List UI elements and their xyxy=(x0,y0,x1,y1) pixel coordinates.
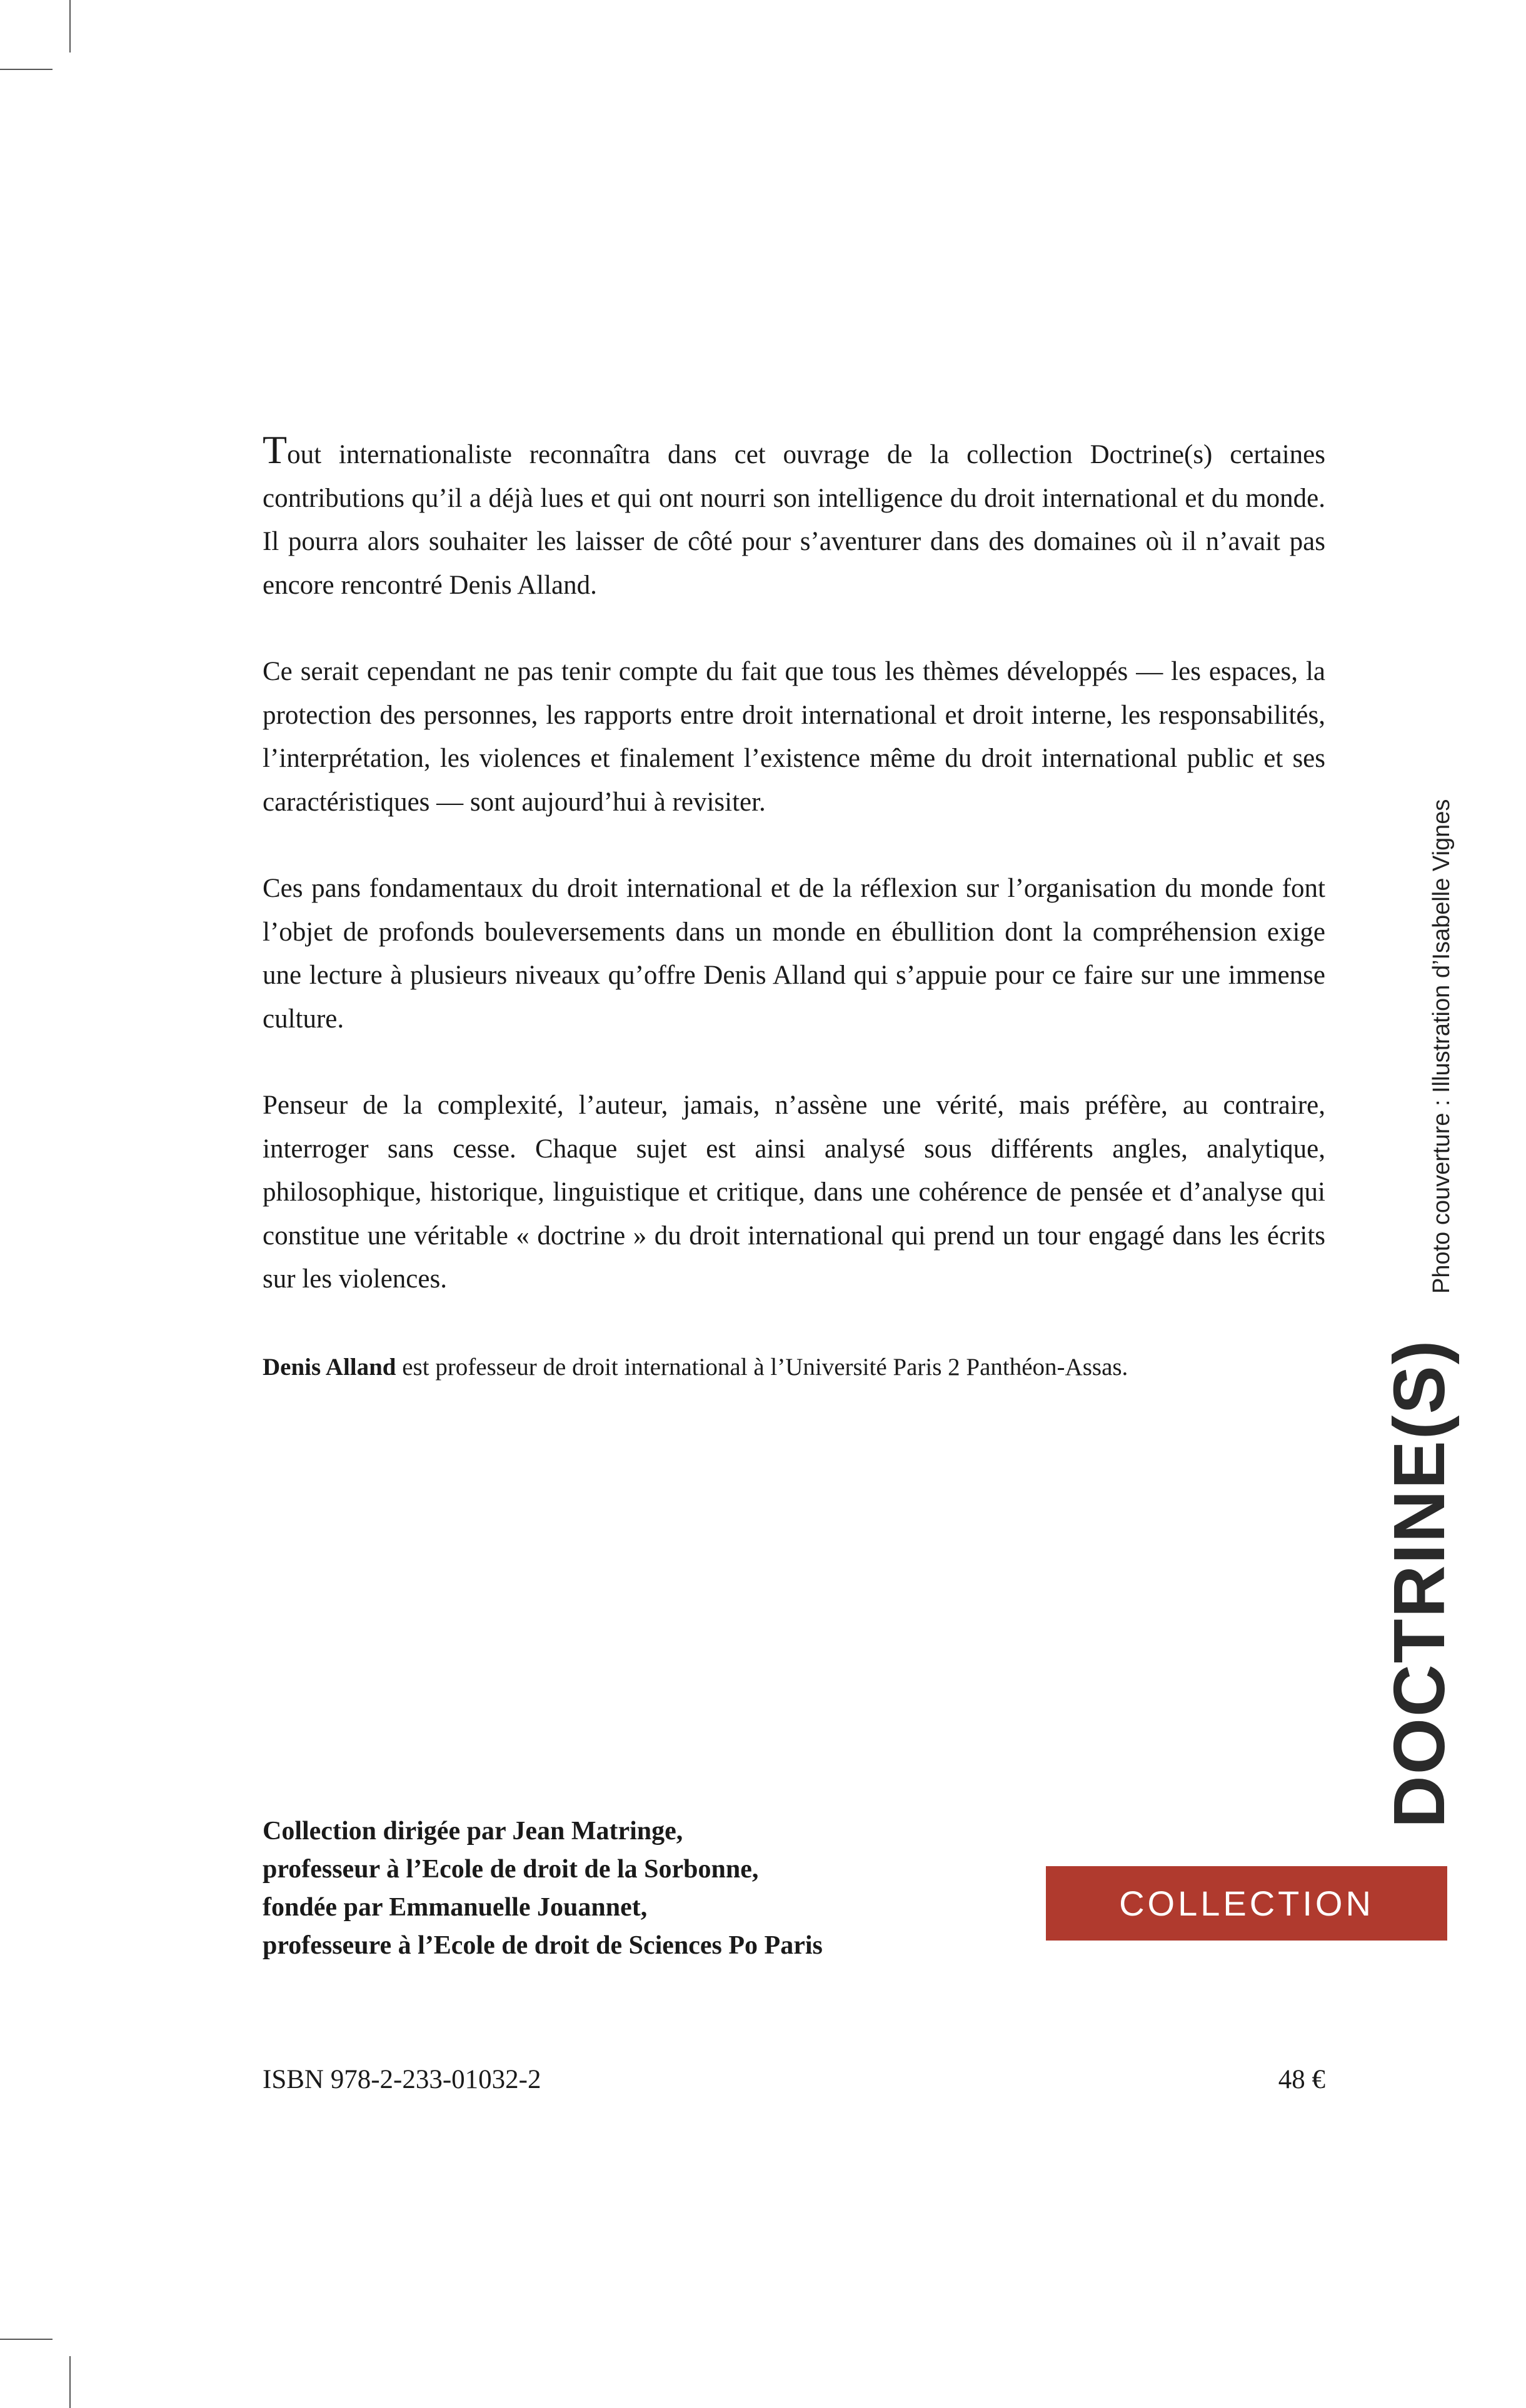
isbn: ISBN 978-2-233-01032-2 xyxy=(263,2065,541,2094)
description-paragraph-4: Penseur de la complexité, l’auteur, jamais, n’assène une vérité, mais préfère, au contraire, interroger sans cesse. Chaque sujet est ainsi analysé sous différents angles, analytique, philosophique, historique, linguistique et critique, dans une cohérence de pensée et d’analyse qui constitue une véritable « doctrine » du droit international qui prend un tour engagé dans les écrits sur les violences. xyxy=(263,1091,1325,1294)
collection-info-line: professeure à l’Ecole de droit de Sciences Po Paris xyxy=(263,1931,823,1960)
author-bio xyxy=(263,1350,1325,1385)
crop-mark-top-left-horizontal xyxy=(0,69,53,70)
collection-info-line: fondée par Emmanuelle Jouannet, xyxy=(263,1893,648,1922)
collection-info-line: professeur à l’Ecole de droit de la Sorbonne, xyxy=(263,1855,759,1884)
collection-badge: COLLECTION xyxy=(1046,1866,1447,1941)
back-cover-description xyxy=(263,427,1325,1344)
author-bio-text: est professeur de droit international à l’Université Paris 2 Panthéon-Assas. xyxy=(396,1354,1128,1381)
crop-mark-bottom-left-vertical xyxy=(69,2356,71,2408)
collection-info-line: Collection dirigée par Jean Matringe, xyxy=(263,1817,683,1846)
paragraph-1-text: out internationaliste reconnaîtra dans cet ouvrage de la collection Doctrine(s) certaines contributions qu’il a déjà lues et qui ont nourri son intelligence du droit international et du monde. Il pourra alors souhaiter les laisser de côté pour s’aventurer dans des domaines où il n’avait pas encore rencontré Denis Alland. xyxy=(263,440,1325,600)
author-name: Denis Alland xyxy=(263,1354,396,1381)
photo-credit: Photo couverture : Illustration d’Isabelle Vignes xyxy=(1428,799,1455,1294)
crop-mark-top-left-vertical xyxy=(69,0,71,52)
description-paragraph-1 xyxy=(263,427,1325,607)
drop-cap: T xyxy=(263,427,288,472)
description-paragraph-3: Ces pans fondamentaux du droit international et de la réflexion sur l’organisation du monde font l’objet de profonds bouleversements dans un monde en ébullition dont la compréhension exige une lecture à plusieurs niveaux qu’offre Denis Alland qui s’appuie pour ce faire sur une immense culture. xyxy=(263,874,1325,1034)
collection-brand-title: DOCTRINE(S) xyxy=(1378,1339,1460,1828)
price: 48 € xyxy=(1278,2065,1325,2094)
crop-mark-bottom-left-horizontal xyxy=(0,2339,53,2340)
collection-info xyxy=(263,1812,823,1965)
description-paragraph-2: Ce serait cependant ne pas tenir compte du fait que tous les thèmes développés — les espaces, la protection des personnes, les rapports entre droit international et droit interne, les responsabilités, l’interprétation, les violences et finalement l’existence même du droit international public et ses caractéristiques — sont aujourd’hui à revisiter. xyxy=(263,657,1325,817)
